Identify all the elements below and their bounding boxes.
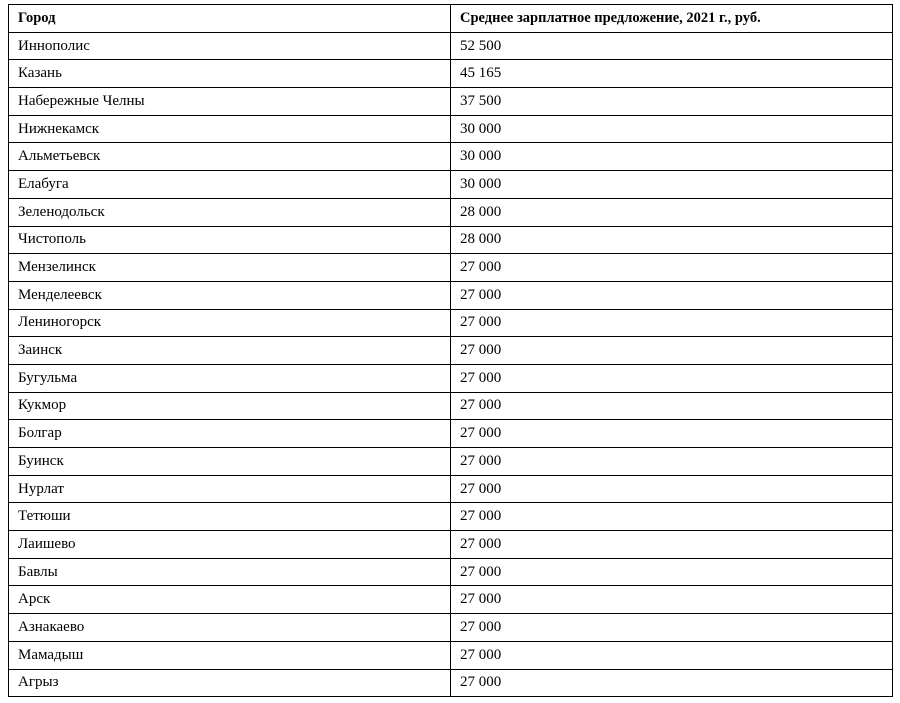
table-row bbox=[9, 531, 893, 559]
column-header-salary: Среднее зарплатное предложение, 2021 г., руб. bbox=[451, 5, 893, 33]
table-row bbox=[9, 254, 893, 282]
salary-cell: 27 000 bbox=[451, 420, 893, 448]
city-cell: Мензелинск bbox=[9, 254, 451, 282]
city-cell: Бугульма bbox=[9, 364, 451, 392]
table-row bbox=[9, 364, 893, 392]
city-cell: Зеленодольск bbox=[9, 198, 451, 226]
salary-cell: 30 000 bbox=[451, 115, 893, 143]
salary-cell: 28 000 bbox=[451, 198, 893, 226]
salary-cell: 27 000 bbox=[451, 281, 893, 309]
city-cell: Лениногорск bbox=[9, 309, 451, 337]
table-row bbox=[9, 614, 893, 642]
table-row bbox=[9, 558, 893, 586]
table-row bbox=[9, 171, 893, 199]
table-row bbox=[9, 60, 893, 88]
table-row bbox=[9, 143, 893, 171]
table-row bbox=[9, 309, 893, 337]
salary-cell: 27 000 bbox=[451, 503, 893, 531]
city-cell: Агрыз bbox=[9, 669, 451, 697]
table-header-row bbox=[9, 5, 893, 33]
salary-cell: 27 000 bbox=[451, 254, 893, 282]
salary-cell: 27 000 bbox=[451, 614, 893, 642]
table-row bbox=[9, 281, 893, 309]
table-row bbox=[9, 32, 893, 60]
salary-table bbox=[8, 4, 893, 697]
salary-table-container bbox=[8, 4, 893, 697]
table-row bbox=[9, 337, 893, 365]
city-cell: Нурлат bbox=[9, 475, 451, 503]
salary-cell: 27 000 bbox=[451, 669, 893, 697]
city-cell: Лаишево bbox=[9, 531, 451, 559]
table-row bbox=[9, 503, 893, 531]
table-row bbox=[9, 88, 893, 116]
table-row bbox=[9, 641, 893, 669]
salary-cell: 45 165 bbox=[451, 60, 893, 88]
table-row bbox=[9, 586, 893, 614]
city-cell: Бавлы bbox=[9, 558, 451, 586]
table-row bbox=[9, 669, 893, 697]
city-cell: Чистополь bbox=[9, 226, 451, 254]
salary-cell: 27 000 bbox=[451, 337, 893, 365]
salary-cell: 37 500 bbox=[451, 88, 893, 116]
salary-cell: 27 000 bbox=[451, 531, 893, 559]
city-cell: Альметьевск bbox=[9, 143, 451, 171]
table-row bbox=[9, 198, 893, 226]
table-row bbox=[9, 475, 893, 503]
city-cell: Арск bbox=[9, 586, 451, 614]
salary-cell: 27 000 bbox=[451, 448, 893, 476]
city-cell: Набережные Челны bbox=[9, 88, 451, 116]
table-row bbox=[9, 448, 893, 476]
column-header-city: Город bbox=[9, 5, 451, 33]
city-cell: Менделеевск bbox=[9, 281, 451, 309]
city-cell: Буинск bbox=[9, 448, 451, 476]
salary-cell: 27 000 bbox=[451, 558, 893, 586]
table-row bbox=[9, 115, 893, 143]
city-cell: Азнакаево bbox=[9, 614, 451, 642]
city-cell: Мамадыш bbox=[9, 641, 451, 669]
city-cell: Нижнекамск bbox=[9, 115, 451, 143]
city-cell: Заинск bbox=[9, 337, 451, 365]
salary-cell: 27 000 bbox=[451, 364, 893, 392]
table-body bbox=[9, 32, 893, 697]
city-cell: Кукмор bbox=[9, 392, 451, 420]
table-row bbox=[9, 420, 893, 448]
salary-cell: 27 000 bbox=[451, 641, 893, 669]
salary-cell: 27 000 bbox=[451, 309, 893, 337]
salary-cell: 30 000 bbox=[451, 171, 893, 199]
city-cell: Болгар bbox=[9, 420, 451, 448]
city-cell: Казань bbox=[9, 60, 451, 88]
salary-cell: 52 500 bbox=[451, 32, 893, 60]
salary-cell: 27 000 bbox=[451, 475, 893, 503]
table-row bbox=[9, 226, 893, 254]
salary-cell: 30 000 bbox=[451, 143, 893, 171]
salary-cell: 27 000 bbox=[451, 392, 893, 420]
salary-cell: 27 000 bbox=[451, 586, 893, 614]
city-cell: Елабуга bbox=[9, 171, 451, 199]
city-cell: Иннополис bbox=[9, 32, 451, 60]
table-row bbox=[9, 392, 893, 420]
salary-cell: 28 000 bbox=[451, 226, 893, 254]
city-cell: Тетюши bbox=[9, 503, 451, 531]
